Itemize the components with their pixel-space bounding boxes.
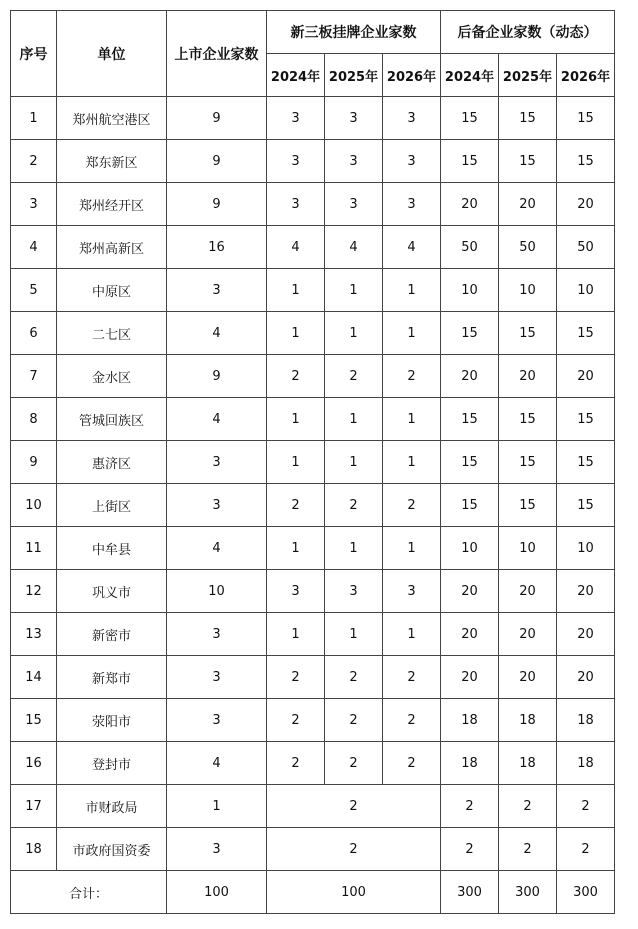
header-reserve: 后备企业家数（动态）	[441, 11, 615, 54]
row-unit: 新密市	[57, 613, 167, 656]
row-listed: 3	[167, 656, 267, 699]
row-reserve: 15	[441, 140, 499, 183]
row-reserve: 15	[557, 398, 615, 441]
table-row	[11, 527, 615, 570]
row-neeq: 3	[383, 140, 441, 183]
row-reserve: 15	[499, 484, 557, 527]
row-neeq: 2	[383, 699, 441, 742]
row-neeq: 1	[325, 527, 383, 570]
row-neeq: 3	[267, 97, 325, 140]
row-reserve: 18	[441, 699, 499, 742]
row-neeq-merged: 2	[267, 828, 441, 871]
row-neeq: 3	[325, 570, 383, 613]
table-row	[11, 140, 615, 183]
row-neeq: 3	[325, 183, 383, 226]
table-row	[11, 355, 615, 398]
row-reserve: 10	[557, 269, 615, 312]
row-reserve: 20	[557, 656, 615, 699]
row-reserve: 20	[441, 613, 499, 656]
row-unit: 荥阳市	[57, 699, 167, 742]
row-no: 10	[11, 484, 57, 527]
row-reserve: 18	[557, 742, 615, 785]
row-reserve: 15	[441, 441, 499, 484]
header-neeq-year: 2025年	[325, 54, 383, 97]
total-label: 合计：	[11, 871, 167, 914]
row-listed: 9	[167, 183, 267, 226]
header-reserve-year: 2026年	[557, 54, 615, 97]
row-reserve: 2	[557, 785, 615, 828]
row-unit: 新郑市	[57, 656, 167, 699]
table-row	[11, 97, 615, 140]
row-neeq: 2	[267, 656, 325, 699]
row-reserve: 20	[557, 570, 615, 613]
row-neeq-merged: 2	[267, 785, 441, 828]
row-reserve: 50	[499, 226, 557, 269]
row-reserve: 15	[441, 312, 499, 355]
total-reserve: 300	[441, 871, 499, 914]
table-row	[11, 484, 615, 527]
row-unit: 上街区	[57, 484, 167, 527]
row-neeq: 1	[267, 613, 325, 656]
row-listed: 1	[167, 785, 267, 828]
row-reserve: 20	[557, 355, 615, 398]
row-neeq: 3	[383, 183, 441, 226]
row-reserve: 15	[499, 140, 557, 183]
total-reserve: 300	[499, 871, 557, 914]
row-neeq: 1	[325, 398, 383, 441]
row-listed: 3	[167, 613, 267, 656]
row-neeq: 1	[383, 613, 441, 656]
row-neeq: 2	[383, 656, 441, 699]
row-no: 14	[11, 656, 57, 699]
row-no: 3	[11, 183, 57, 226]
header-neeq-year: 2026年	[383, 54, 441, 97]
row-neeq: 2	[325, 484, 383, 527]
enterprise-count-table	[10, 10, 615, 914]
row-reserve: 18	[441, 742, 499, 785]
table-row	[11, 785, 615, 828]
row-neeq: 3	[267, 183, 325, 226]
header-neeq-year: 2024年	[267, 54, 325, 97]
row-neeq: 1	[325, 441, 383, 484]
row-unit: 市政府国资委	[57, 828, 167, 871]
row-listed: 4	[167, 527, 267, 570]
row-reserve: 20	[441, 355, 499, 398]
row-neeq: 3	[267, 570, 325, 613]
row-no: 16	[11, 742, 57, 785]
header-neeq: 新三板挂牌企业家数	[267, 11, 441, 54]
row-neeq: 4	[383, 226, 441, 269]
table-row	[11, 441, 615, 484]
row-listed: 3	[167, 699, 267, 742]
row-listed: 4	[167, 742, 267, 785]
row-no: 13	[11, 613, 57, 656]
row-reserve: 15	[441, 484, 499, 527]
row-listed: 4	[167, 312, 267, 355]
row-unit: 金水区	[57, 355, 167, 398]
row-unit: 郑东新区	[57, 140, 167, 183]
row-neeq: 2	[267, 484, 325, 527]
row-neeq: 2	[325, 656, 383, 699]
row-unit: 巩义市	[57, 570, 167, 613]
row-neeq: 3	[325, 97, 383, 140]
row-reserve: 20	[499, 183, 557, 226]
row-no: 11	[11, 527, 57, 570]
row-no: 7	[11, 355, 57, 398]
row-neeq: 1	[383, 441, 441, 484]
row-listed: 3	[167, 441, 267, 484]
row-listed: 9	[167, 140, 267, 183]
row-neeq: 1	[383, 527, 441, 570]
row-reserve: 2	[557, 828, 615, 871]
row-unit: 中牟县	[57, 527, 167, 570]
row-neeq: 1	[267, 398, 325, 441]
row-no: 15	[11, 699, 57, 742]
row-unit: 二七区	[57, 312, 167, 355]
row-no: 1	[11, 97, 57, 140]
row-reserve: 2	[499, 828, 557, 871]
row-neeq: 2	[325, 355, 383, 398]
row-reserve: 20	[441, 656, 499, 699]
row-reserve: 20	[499, 570, 557, 613]
row-no: 4	[11, 226, 57, 269]
row-unit: 惠济区	[57, 441, 167, 484]
row-listed: 9	[167, 97, 267, 140]
row-listed: 3	[167, 484, 267, 527]
row-neeq: 3	[383, 97, 441, 140]
table-row	[11, 699, 615, 742]
row-reserve: 10	[441, 269, 499, 312]
table-row	[11, 613, 615, 656]
row-reserve: 2	[441, 828, 499, 871]
row-reserve: 15	[557, 312, 615, 355]
header-listed: 上市企业家数	[167, 11, 267, 97]
row-reserve: 15	[557, 140, 615, 183]
row-neeq: 3	[325, 140, 383, 183]
table-row	[11, 183, 615, 226]
row-neeq: 4	[267, 226, 325, 269]
row-neeq: 1	[325, 613, 383, 656]
row-reserve: 15	[557, 97, 615, 140]
row-no: 2	[11, 140, 57, 183]
row-reserve: 10	[499, 527, 557, 570]
row-no: 8	[11, 398, 57, 441]
row-reserve: 50	[441, 226, 499, 269]
row-reserve: 15	[557, 441, 615, 484]
row-neeq: 3	[267, 140, 325, 183]
row-reserve: 15	[441, 97, 499, 140]
row-no: 12	[11, 570, 57, 613]
row-reserve: 15	[499, 441, 557, 484]
row-neeq: 2	[267, 355, 325, 398]
row-reserve: 10	[557, 527, 615, 570]
row-neeq: 1	[383, 312, 441, 355]
row-neeq: 2	[325, 742, 383, 785]
row-reserve: 18	[499, 742, 557, 785]
table-row	[11, 226, 615, 269]
row-neeq: 1	[267, 269, 325, 312]
row-listed: 9	[167, 355, 267, 398]
row-reserve: 15	[557, 484, 615, 527]
row-listed: 4	[167, 398, 267, 441]
header-unit: 单位	[57, 11, 167, 97]
row-reserve: 15	[499, 398, 557, 441]
row-neeq: 1	[267, 441, 325, 484]
row-unit: 郑州高新区	[57, 226, 167, 269]
total-neeq: 100	[267, 871, 441, 914]
row-neeq: 1	[267, 527, 325, 570]
row-unit: 管城回族区	[57, 398, 167, 441]
row-reserve: 20	[499, 355, 557, 398]
total-row	[11, 871, 615, 914]
row-no: 5	[11, 269, 57, 312]
row-reserve: 20	[557, 613, 615, 656]
table-row	[11, 828, 615, 871]
row-neeq: 2	[267, 742, 325, 785]
row-reserve: 20	[441, 183, 499, 226]
row-reserve: 20	[499, 656, 557, 699]
total-reserve: 300	[557, 871, 615, 914]
row-neeq: 1	[267, 312, 325, 355]
row-unit: 市财政局	[57, 785, 167, 828]
row-reserve: 10	[499, 269, 557, 312]
row-neeq: 1	[325, 312, 383, 355]
row-reserve: 15	[499, 97, 557, 140]
table-row	[11, 570, 615, 613]
row-unit: 登封市	[57, 742, 167, 785]
row-neeq: 4	[325, 226, 383, 269]
row-no: 6	[11, 312, 57, 355]
row-reserve: 15	[441, 398, 499, 441]
row-neeq: 2	[267, 699, 325, 742]
row-no: 9	[11, 441, 57, 484]
row-reserve: 2	[441, 785, 499, 828]
table-row	[11, 269, 615, 312]
row-neeq: 1	[325, 269, 383, 312]
row-reserve: 18	[499, 699, 557, 742]
row-unit: 郑州航空港区	[57, 97, 167, 140]
header-reserve-year: 2025年	[499, 54, 557, 97]
row-reserve: 15	[499, 312, 557, 355]
row-neeq: 1	[383, 269, 441, 312]
total-listed: 100	[167, 871, 267, 914]
row-neeq: 2	[383, 484, 441, 527]
row-reserve: 20	[441, 570, 499, 613]
row-listed: 16	[167, 226, 267, 269]
table-row	[11, 656, 615, 699]
row-unit: 中原区	[57, 269, 167, 312]
row-reserve: 20	[499, 613, 557, 656]
row-no: 18	[11, 828, 57, 871]
row-reserve: 50	[557, 226, 615, 269]
row-neeq: 2	[325, 699, 383, 742]
row-reserve: 20	[557, 183, 615, 226]
row-no: 17	[11, 785, 57, 828]
row-listed: 3	[167, 828, 267, 871]
table-body	[11, 97, 615, 871]
row-listed: 10	[167, 570, 267, 613]
row-neeq: 2	[383, 355, 441, 398]
header-reserve-year: 2024年	[441, 54, 499, 97]
row-reserve: 10	[441, 527, 499, 570]
row-unit: 郑州经开区	[57, 183, 167, 226]
table-row	[11, 312, 615, 355]
row-neeq: 1	[383, 398, 441, 441]
row-neeq: 3	[383, 570, 441, 613]
table-row	[11, 742, 615, 785]
header-no: 序号	[11, 11, 57, 97]
row-listed: 3	[167, 269, 267, 312]
row-reserve: 18	[557, 699, 615, 742]
row-neeq: 2	[383, 742, 441, 785]
row-reserve: 2	[499, 785, 557, 828]
table-row	[11, 398, 615, 441]
